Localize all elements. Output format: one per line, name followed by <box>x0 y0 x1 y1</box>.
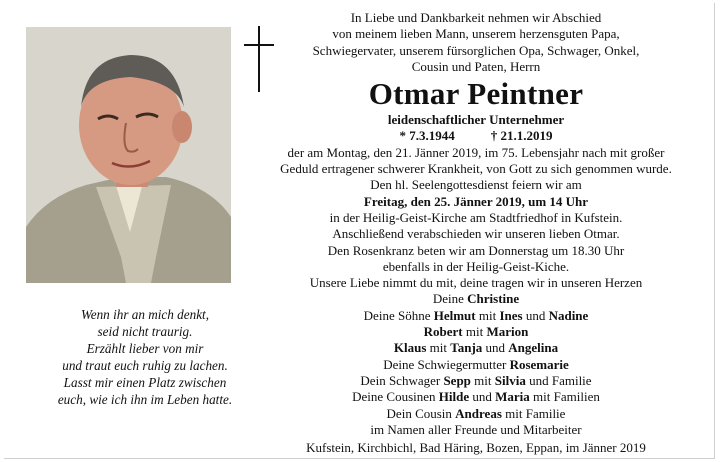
notice-text <box>252 10 700 456</box>
intro-line: Cousin und Paten, Herrn <box>411 58 541 74</box>
birth-date: * 7.3.1944 <box>399 128 455 144</box>
service-line: in der Heilig-Geist-Kirche am Stadtfriedhof in Kufstein. <box>329 209 623 225</box>
poem-line: und traut euch ruhig zu lachen. <box>62 358 228 373</box>
mourner-line: Klaus mit Tanja und Angelina <box>393 340 559 356</box>
portrait-photo <box>26 27 231 283</box>
mourner-line: Deine Christine <box>432 291 520 307</box>
poem <box>14 306 276 408</box>
service-line: Den Rosenkranz beten wir am Donnerstag um 18.30 Uhr <box>327 242 625 258</box>
life-dates <box>252 128 700 144</box>
mourner-line: Dein Schwager Sepp mit Silvia und Familie <box>360 372 592 388</box>
love-line: Unsere Liebe nimmt du mit, deine tragen wir in unseren Herzen <box>309 275 643 291</box>
intro-line: In Liebe und Dankbarkeit nehmen wir Abschied <box>350 10 602 25</box>
poem-line: seid nicht traurig. <box>97 324 193 339</box>
mourner-line: Deine Schwiegermutter Rosemarie <box>383 356 569 372</box>
service-line: Anschließend verabschieden wir unseren lieben Otmar. <box>332 226 620 242</box>
mourner-line: im Namen aller Freunde und Mitarbeiter <box>370 421 582 437</box>
service-date: Freitag, den 25. Jänner 2019, um 14 Uhr <box>363 193 589 209</box>
death-text-line: der am Montag, den 21. Jänner 2019, im 75. Lebensjahr nach mit großer <box>287 144 665 160</box>
poem-line: euch, wie ich ihn im Leben hatte. <box>57 392 233 407</box>
deceased-name: Otmar Peintner <box>368 76 584 112</box>
mourner-line: Dein Cousin Andreas mit Familie <box>386 405 566 421</box>
intro-line: Schwiegervater, unserem fürsorglichen Opa, Schwager, Onkel, <box>312 42 640 58</box>
mourner-line: Robert mit Marion <box>423 324 529 340</box>
footer-places: Kufstein, Kirchbichl, Bad Häring, Bozen, Eppan, im Jänner 2019 <box>306 440 646 456</box>
poem-line: Erzählt lieber von mir <box>86 341 204 356</box>
mourner-line: Deine Cousinen Hilde und Maria mit Familien <box>352 389 600 405</box>
death-text-line: Geduld ertragener schwerer Krankheit, von Gott zu sich genommen wurde. <box>280 161 672 177</box>
service-line: ebenfalls in der Heilig-Geist-Kiche. <box>382 258 570 274</box>
intro-line: von meinem lieben Mann, unserem herzensguten Papa, <box>332 26 620 42</box>
subtitle: leidenschaftlicher Unternehmer <box>387 112 565 128</box>
poem-line: Wenn ihr an mich denkt, <box>80 307 210 322</box>
mourner-line: Deine Söhne Helmut mit Ines und Nadine <box>363 307 589 323</box>
poem-line: Lasst mir einen Platz zwischen <box>63 375 227 390</box>
death-date: † 21.1.2019 <box>490 128 553 144</box>
service-line: Den hl. Seelengottesdienst feiern wir am <box>370 177 582 193</box>
